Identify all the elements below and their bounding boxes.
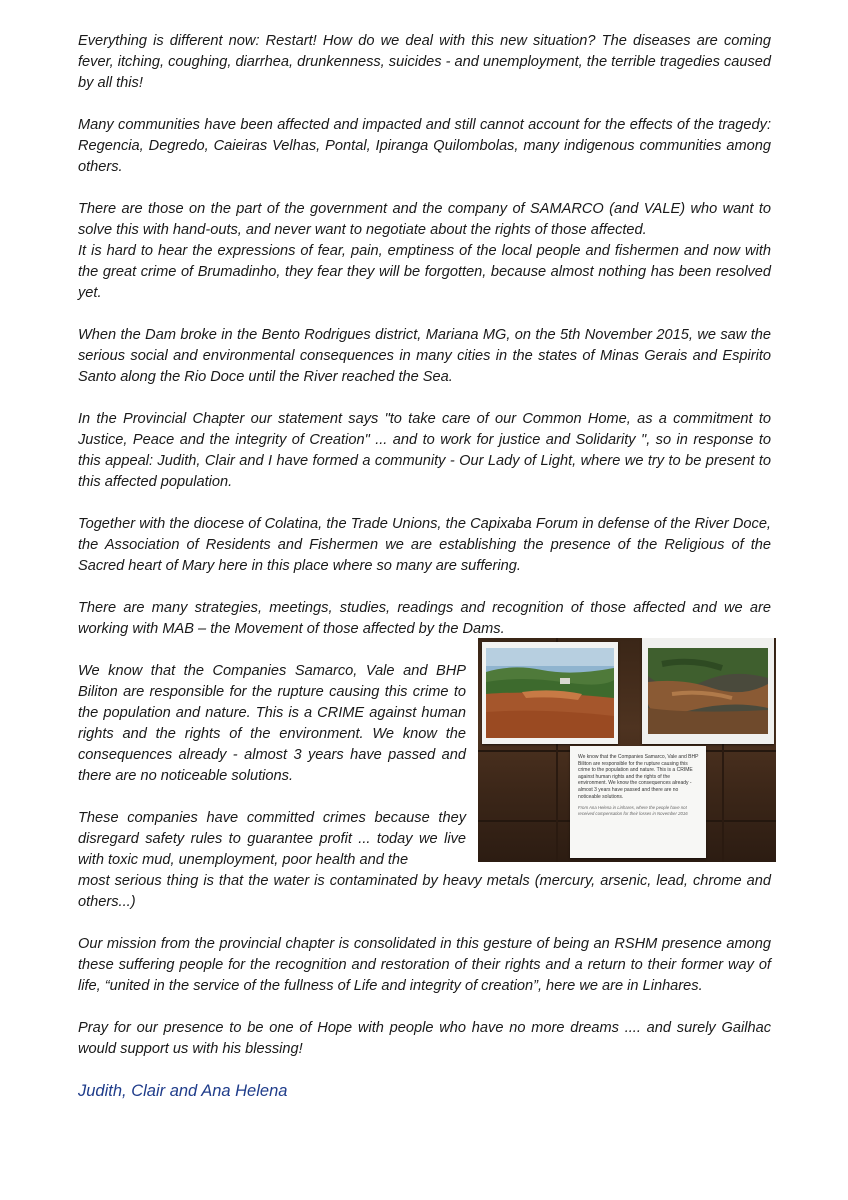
paragraph: These companies have committed crimes because they disregard safety rules to guarantee profit ... today we live with toxic mud, unemployment, poor health and the [78, 810, 466, 868]
paragraph: Pray for our presence to be one of Hope with people who have no more dreams .... and surely Gailhac would support us with his blessing! [78, 1020, 771, 1057]
paragraph: Many communities have been affected and impacted and still cannot account for the effects of the tragedy: Regencia, Degredo, Caieiras Velhas, Pontal, Ipiranga Quilombolas, many indigenous communities among others. [78, 117, 771, 175]
letter-body [78, 31, 771, 1102]
paragraph: Together with the diocese of Colatina, the Trade Unions, the Capixaba Forum in defense of the River Doce, the Association of Residents and Fishermen we are establishing the presence of the Religious of the Sacred heart of Mary here in this place where so many are suffering. [78, 516, 771, 574]
notice-caption: From Ana Helena in Linhares, where the people have not received compensation for their losses in November 2016 [578, 805, 688, 816]
paragraph: Our mission from the provincial chapter is consolidated in this gesture of being an RSHM presence among these suffering people for the recognition and restoration of their rights and a return to their former way of life, “united in the service of the fullness of Life and integrity of creation”, here we are in Linhares. [78, 936, 771, 994]
signature: Judith, Clair and Ana Helena [78, 1082, 288, 1100]
aerial-mud-photo [642, 638, 774, 744]
paragraph: It is hard to hear the expressions of fear, pain, emptiness of the local people and fishermen and now with the great crime of Brumadinho, they fear they will be forgotten, because almost nothing has been resolved yet. [78, 243, 771, 301]
paragraph: We know that the Companies Samarco, Vale and BHP Biliton are responsible for the rupture causing this crime to the population and nature. This is a CRIME against human rights and the rights of the environment. We know the consequences already - almost 3 years have passed and there are no noticeable solutions. [78, 663, 466, 784]
notice-text: We know that the Companies Samarco, Vale and BHP Biliton are responsible for the rupture causing this crime to the population and nature. This is a CRIME against human rights and the rights of the environment. We know the consequences already - almost 3 years have passed and there are no noticeable solutions. [578, 754, 699, 800]
paragraph: In the Provincial Chapter our statement says "to take care of our Common Home, as a commitment to Justice, Peace and the integrity of Creation" ... and to work for justice and Solidarity ", so in response to this appeal: Judith, Clair and I have formed a community - Our Lady of Light, where we try to be present to this affected population. [78, 411, 771, 490]
posted-notice [570, 746, 706, 858]
paragraph: There are those on the part of the government and the company of SAMARCO (and VALE) who want to solve this with hand-outs, and never want to negotiate about the rights of those affected. [78, 201, 771, 238]
paragraph: most serious thing is that the water is contaminated by heavy metals (mercury, arsenic, lead, chrome and others...) [78, 873, 771, 910]
paragraph: When the Dam broke in the Bento Rodrigues district, Mariana MG, on the 5th November 2015, we saw the serious social and environmental consequences in many cities in the states of Minas Gerais and Espirito Santo along the Rio Doce until the River reached the Sea. [78, 327, 771, 385]
river-mud-photo [482, 642, 618, 744]
paragraph: Everything is different now: Restart! How do we deal with this new situation? The diseases are coming fever, itching, coughing, diarrhea, drunkenness, suicides - and unemployment, the terrible tragedies caused by all this! [78, 33, 771, 91]
photo-of-posted-notice [478, 638, 776, 862]
paragraph: There are many strategies, meetings, studies, readings and recognition of those affected and we are working with MAB – the Movement of those affected by the Dams. [78, 600, 771, 637]
